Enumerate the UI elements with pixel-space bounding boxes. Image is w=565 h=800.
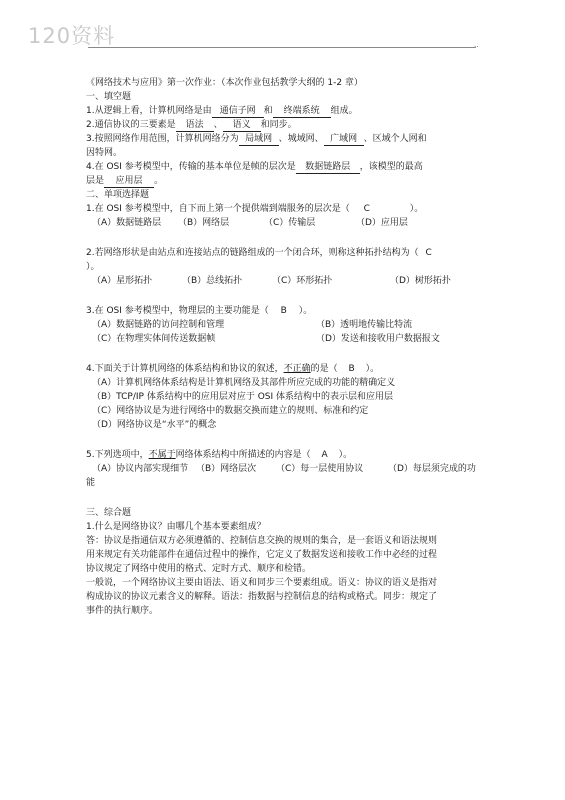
choice-q4-option-c: （C）网络协议是为进行网络中的数据交换而建立的规则、标准和约定 bbox=[92, 406, 369, 416]
section1-heading: 一、填空题 bbox=[86, 92, 132, 102]
choice-q2-cont: ）。 bbox=[86, 262, 100, 272]
answer-blank: 数据链路层 bbox=[296, 161, 360, 174]
essay-answer-line: 用来规定有关功能部件在通信过程中的操作，它定义了数据发送和接收工作中必经的过程 bbox=[86, 550, 438, 560]
answer-letter: C bbox=[363, 204, 370, 214]
answer-letter: B bbox=[348, 364, 355, 374]
choice-q3-options-2: （C）在物理实体间传送数据帧 （D）发送和接收用户数据报文 bbox=[92, 334, 440, 344]
answer-blank: 局域网 bbox=[239, 133, 279, 146]
essay-answer-line: 协议规定了网络中使用的格式、定时方式、顺序和检错。 bbox=[86, 564, 312, 574]
essay-answer-line: 构成协议的协议元素含义的解释。语法：指数据与控制信息的结构或格式。同步：规定了 bbox=[86, 592, 438, 602]
answer-blank: 广域网 bbox=[324, 133, 364, 146]
answer-blank: 通信子网 bbox=[212, 105, 264, 118]
essay-answer-line: 事件的执行顺序。 bbox=[86, 606, 159, 616]
essay-answer-line: 一般说，一个网络协议主要由语法、语义和同步三个要素组成。语义：协议的语义是指对 bbox=[86, 578, 438, 588]
doc-title: 《网络技术与应用》第一次作业：（本次作业包括教学大纲的 1-2 章） bbox=[86, 78, 363, 88]
section2-heading: 二、单项选择题 bbox=[86, 190, 150, 200]
document-body bbox=[86, 76, 482, 618]
fill-q3: 3.按照网络作用范围，计算机网络分为 局域网 、城域网、 广域网 、区域个人网和 bbox=[86, 134, 427, 144]
choice-q2-options: （A）星形拓扑 （B）总线拓扑 （C）环形拓扑 （D）树形拓扑 bbox=[92, 276, 451, 286]
fill-q1: 1.从逻辑上看，计算机网络是由 通信子网 和 终端系统 组成。 bbox=[86, 106, 358, 116]
corner-mark: .. bbox=[474, 41, 479, 49]
choice-q4: 4.下面关于计算机网络的体系结构和协议的叙述，不正确的是（ B ）。 bbox=[86, 364, 380, 374]
answer-blank: 语义 bbox=[223, 119, 261, 132]
choice-q5-options: （A）协议内部实现细节 （B）网络层次 （C）每一层使用协议 （D）每层须完成的功 bbox=[92, 464, 476, 474]
answer-blank: 应用层 bbox=[104, 175, 154, 188]
fill-q2: 2.通信协议的三要素是 语法 、 语义 和同步。 bbox=[86, 120, 297, 130]
fill-q4: 4.在 OSI 参考模型中，传输的基本单位是帧的层次是 数据链路层 ，该模型的最高 bbox=[86, 162, 423, 172]
choice-q3: 3.在 OSI 参考模型中，物理层的主要功能是（ B ）。 bbox=[86, 306, 313, 316]
fill-q3-cont: 因特网。 bbox=[86, 148, 123, 158]
fill-q4-cont: 层是 应用层 。 bbox=[86, 176, 164, 186]
answer-letter: C bbox=[425, 248, 432, 258]
watermark: 120资料 bbox=[28, 24, 116, 48]
header-rule bbox=[88, 47, 476, 48]
choice-q1: 1.在 OSI 参考模型中，自下而上第一个提供端到端服务的层次是（ C ）。 bbox=[86, 204, 424, 214]
section3-heading: 三、综合题 bbox=[86, 508, 132, 518]
choice-q2: 2.若网络形状是由站点和连接站点的链路组成的一个闭合环，则称这种拓扑结构为（ C bbox=[86, 246, 482, 260]
answer-blank: 终端系统 bbox=[273, 105, 331, 118]
choice-q4-option-b: （B）TCP/IP 体系结构中的应用层对应于 OSI 体系结构中的表示层和应用层 bbox=[92, 392, 394, 402]
answer-blank: 语法 bbox=[176, 119, 214, 132]
answer-letter: B bbox=[280, 306, 287, 316]
choice-q3-options-1: （A）数据链路的访问控制和管理 （B）透明地传输比特流 bbox=[92, 320, 413, 330]
choice-q4-option-a: （A）计算机网络体系结构是计算机网络及其部件所应完成的功能的精确定义 bbox=[92, 378, 396, 388]
choice-q5: 5.下列选项中，不属于网络体系结构中所描述的内容是（ A ）。 bbox=[86, 450, 353, 460]
answer-letter: A bbox=[321, 450, 328, 460]
choice-q5-options-cont: 能 bbox=[86, 478, 96, 488]
essay-q1: 1.什么是网络协议？由哪几个基本要素组成？ bbox=[86, 522, 266, 532]
choice-q4-option-d: （D）网络协议是“水平”的概念 bbox=[92, 420, 217, 430]
essay-answer-line: 答：协议是指通信双方必须遵循的、控制信息交换的规则的集合，是一套语义和语法规则 bbox=[86, 536, 438, 546]
choice-q1-options: （A）数据链路层 （B）网络层 （C）传输层 （D）应用层 bbox=[92, 218, 408, 228]
